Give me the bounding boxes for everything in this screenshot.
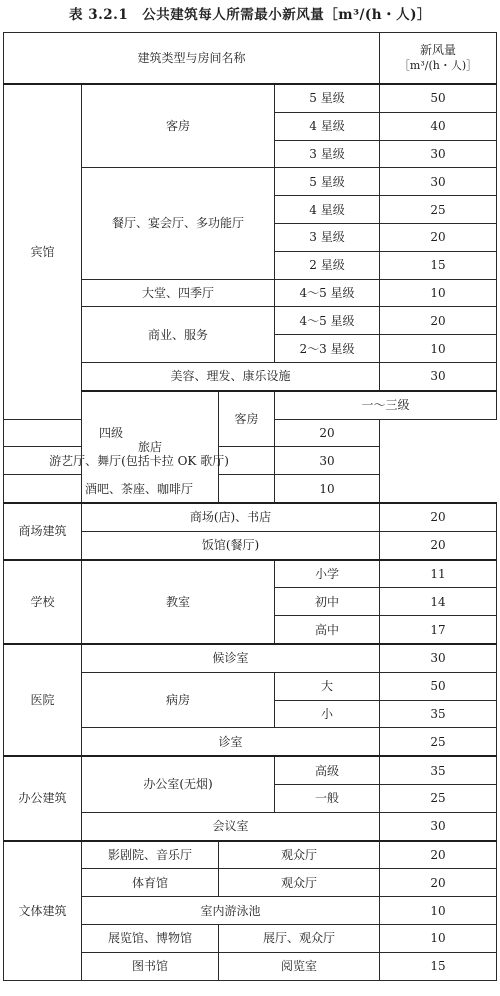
room-exhibition: 展览馆、博物馆 [82, 924, 219, 952]
room-meeting-room: 会议室 [82, 812, 380, 840]
value-cell: 17 [380, 616, 497, 644]
value-cell: 14 [380, 588, 497, 616]
header-volume [380, 33, 497, 85]
table-row [4, 475, 497, 503]
grade-cell: 4 星级 [275, 196, 380, 224]
value-cell: 10 [380, 924, 497, 952]
value-cell: 35 [380, 700, 497, 728]
value-cell: 20 [380, 307, 497, 335]
value-cell: 30 [380, 140, 497, 168]
table-row [4, 841, 497, 869]
grade-cell: 一～三级 [275, 391, 497, 419]
value-cell: 50 [380, 672, 497, 700]
category-culture: 文体建筑 [4, 841, 82, 980]
value-cell: 25 [380, 728, 497, 756]
value-cell: 20 [380, 531, 497, 559]
grade-cell: 一般 [275, 784, 380, 812]
room-mall-restaurant: 饭馆(餐厅) [82, 531, 380, 559]
value-cell: 50 [380, 84, 497, 112]
value-cell: 30 [380, 168, 497, 196]
room-hotel-beauty: 美容、理发、康乐设施 [82, 362, 380, 390]
value-cell: 20 [380, 503, 497, 531]
room-library: 图书馆 [82, 952, 219, 980]
value-cell: 30 [380, 362, 497, 390]
header-volume-unit: ［m³/(h・人)］ [398, 59, 478, 72]
grade-cell: 小学 [275, 560, 380, 588]
room-gym: 体育馆 [82, 869, 219, 897]
room-inn-entertainment: 游艺厅、舞厅(包括卡拉 OK 歌厅) [4, 447, 275, 475]
grade-cell: 2～3 星级 [275, 335, 380, 363]
value-cell: 10 [380, 279, 497, 307]
header-volume-label: 新风量 [420, 43, 457, 57]
grade-cell: 4～5 星级 [275, 307, 380, 335]
grade-cell: 高级 [275, 756, 380, 784]
table-row [4, 84, 497, 112]
value-cell: 10 [275, 475, 380, 503]
grade-cell: 5 星级 [275, 168, 380, 196]
value-cell: 20 [380, 841, 497, 869]
room-mall-shop: 商场(店)、书店 [82, 503, 380, 531]
room-inn-guestroom: 客房 [219, 391, 275, 447]
table-row [4, 503, 497, 531]
room-inn-bar: 酒吧、茶座、咖啡厅 [4, 475, 275, 503]
table-row [4, 560, 497, 588]
fresh-air-volume-table [3, 32, 497, 981]
value-cell: 30 [380, 812, 497, 840]
room-hotel-business: 商业、服务 [82, 307, 275, 363]
grade-cell: 3 星级 [275, 140, 380, 168]
room-school-classroom: 教室 [82, 560, 275, 644]
grade-cell: 3 星级 [275, 223, 380, 251]
room-ward: 病房 [82, 672, 275, 728]
grade-cell: 高中 [275, 616, 380, 644]
table-row [4, 644, 497, 672]
value-cell: 20 [380, 869, 497, 897]
value-cell: 40 [380, 112, 497, 140]
value-cell: 25 [380, 784, 497, 812]
value-cell: 35 [380, 756, 497, 784]
grade-cell: 2 星级 [275, 251, 380, 279]
grade-cell: 展厅、观众厅 [219, 924, 380, 952]
table-caption: 表 3.2.1 公共建筑每人所需最小新风量［m³/(h・人)］ [69, 7, 431, 23]
grade-cell: 小 [275, 700, 380, 728]
grade-cell: 4 星级 [275, 112, 380, 140]
table-row [4, 756, 497, 784]
value-cell: 10 [380, 335, 497, 363]
value-cell: 25 [380, 196, 497, 224]
category-hotel: 宾馆 [4, 84, 82, 419]
value-cell: 20 [380, 223, 497, 251]
table-header-row [4, 33, 497, 85]
grade-cell: 观众厅 [219, 841, 380, 869]
grade-cell: 5 星级 [275, 84, 380, 112]
category-hospital: 医院 [4, 644, 82, 756]
grade-cell: 初中 [275, 588, 380, 616]
room-clinic: 诊室 [82, 728, 380, 756]
room-hotel-lobby: 大堂、四季厅 [82, 279, 275, 307]
category-school: 学校 [4, 560, 82, 644]
room-hotel-guestroom: 客房 [82, 84, 275, 168]
value-cell: 15 [380, 952, 497, 980]
value-cell: 11 [380, 560, 497, 588]
grade-cell: 阅览室 [219, 952, 380, 980]
value-cell: 30 [275, 447, 380, 475]
room-waiting-room: 候诊室 [82, 644, 380, 672]
grade-cell: 观众厅 [219, 869, 380, 897]
category-office: 办公建筑 [4, 756, 82, 840]
value-cell: 20 [275, 419, 380, 447]
value-cell: 15 [380, 251, 497, 279]
grade-cell: 4～5 星级 [275, 279, 380, 307]
room-office: 办公室(无烟) [82, 756, 275, 812]
category-mall: 商场建筑 [4, 503, 82, 560]
table-row [4, 447, 497, 475]
value-cell: 30 [380, 644, 497, 672]
room-hotel-dining: 餐厅、宴会厅、多功能厅 [82, 168, 275, 279]
room-theater: 影剧院、音乐厅 [82, 841, 219, 869]
grade-cell: 大 [275, 672, 380, 700]
value-cell: 10 [380, 897, 497, 925]
category-inn: 旅店 [82, 391, 219, 503]
header-type-room: 建筑类型与房间名称 [4, 33, 380, 85]
grade-cell: 四级 [4, 419, 219, 447]
room-indoor-pool: 室内游泳池 [82, 897, 380, 925]
